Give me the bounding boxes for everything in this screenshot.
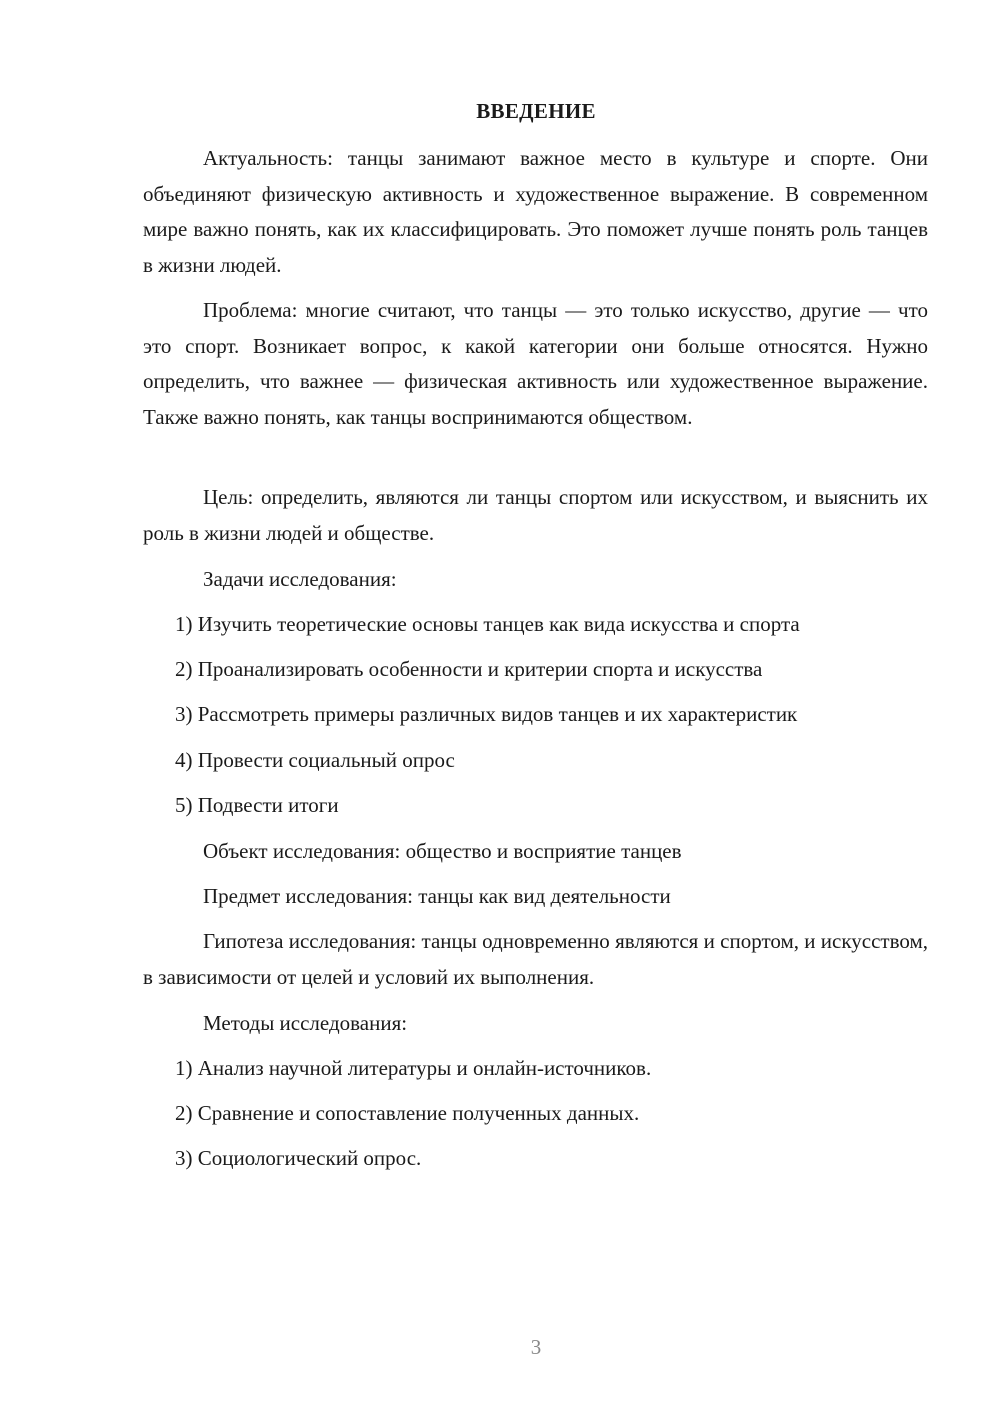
research-object: Объект исследования: общество и восприятие танцев [203, 839, 682, 863]
method-item: 1) Анализ научной литературы и онлайн-источников. [175, 1056, 652, 1080]
page-number: 3 [530, 1335, 542, 1359]
relevance-paragraph: Актуальность: танцы занимают важное место в культуре и спорте. Они объединяют физическую активность и художественное выражение. В современном мире важно понять, как их классифицировать. Это поможет лучше понять роль танцев в жизни людей. [143, 146, 928, 277]
task-item: 3) Рассмотреть примеры различных видов танцев и их характеристик [175, 702, 798, 726]
page-title: ВВЕДЕНИЕ [476, 99, 596, 123]
research-subject: Предмет исследования: танцы как вид деятельности [203, 884, 671, 908]
task-item: 2) Проанализировать особенности и критерии спорта и искусства [175, 657, 763, 681]
problem-paragraph: Проблема: многие считают, что танцы — это только искусство, другие — что это спорт. Возникает вопрос, к какой категории они больше относятся. Нужно определить, что важнее — физическая активность или художественное выражение. Также важно понять, как танцы воспринимаются обществом. [143, 298, 928, 429]
methods-heading: Методы исследования: [203, 1011, 408, 1035]
task-item: 1) Изучить теоретические основы танцев как вида искусства и спорта [175, 612, 800, 636]
task-item: 5) Подвести итоги [175, 793, 339, 817]
hypothesis-paragraph: Гипотеза исследования: танцы одновременно являются и спортом, и искусством, в зависимости от целей и условий их выполнения. [143, 929, 928, 989]
method-item: 2) Сравнение и сопоставление полученных данных. [175, 1101, 640, 1125]
method-item: 3) Социологический опрос. [175, 1146, 422, 1170]
tasks-heading: Задачи исследования: [203, 567, 397, 591]
task-item: 4) Провести социальный опрос [175, 748, 455, 772]
goal-paragraph: Цель: определить, являются ли танцы спортом или искусством, и выяснить их роль в жизни людей и обществе. [143, 485, 928, 545]
